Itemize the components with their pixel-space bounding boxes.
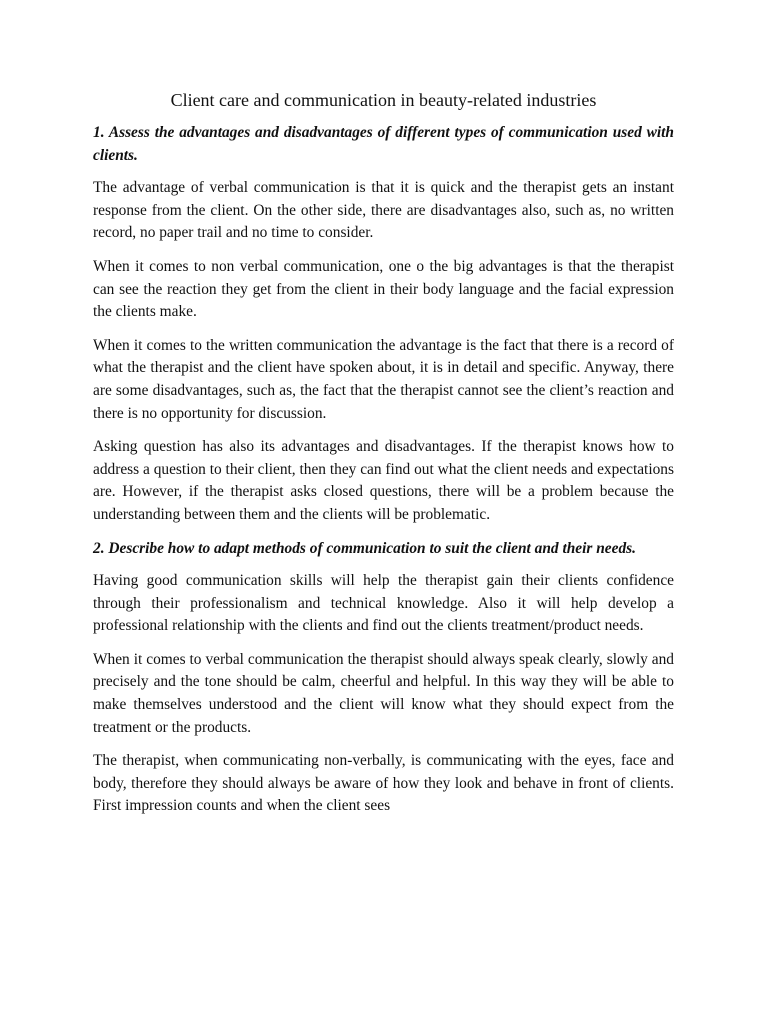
paragraph: When it comes to verbal communication the therapist should always speak clearly, slowly and precisely and the tone should be calm, cheerful and helpful. In this way they will be able to make themselves understood and the client will know what they should expect from the treatment or the products. bbox=[93, 650, 674, 736]
paragraph: Having good communication skills will help the therapist gain their clients confidence through their professionalism and technical knowledge. Also it will help develop a professional relationship with the clients and find out the clients treatment/product needs. bbox=[93, 572, 674, 635]
paragraph: Asking question has also its advantages and disadvantages. If the therapist knows how to address a question to their client, then they can find out what the client needs and expectations are. However, if the therapist asks closed questions, there will be a problem because the understanding between them and the clients will be problematic. bbox=[93, 438, 674, 523]
section-question: 2. Describe how to adapt methods of communication to suit the client and their needs. bbox=[93, 539, 636, 557]
section-question: 1. Assess the advantages and disadvantages of different types of communication used with clients. bbox=[93, 124, 674, 164]
paragraph: The advantage of verbal communication is that it is quick and the therapist gets an instant response from the client. On the other side, there are disadvantages also, such as, no written record, no paper trail and no time to consider. bbox=[93, 179, 674, 242]
paragraph: The therapist, when communicating non-verbally, is communicating with the eyes, face and body, therefore they should always be aware of how they look and behave in front of clients. First impression counts and when the client sees bbox=[93, 752, 674, 815]
paragraph: When it comes to non verbal communication, one o the big advantages is that the therapist can see the reaction they get from the client in their body language and the facial expression the clients make. bbox=[93, 257, 674, 321]
section-1 bbox=[93, 122, 674, 527]
paragraph: When it comes to the written communication the advantage is the fact that there is a record of what the therapist and the client have spoken about, it is in detail and specific. Anyway, there are some disadvantages, such as, the fact that the therapist cannot see the client’s reaction and there is no opportunity for discussion. bbox=[93, 336, 674, 422]
section-2 bbox=[93, 538, 674, 819]
document-title: Client care and communication in beauty-related industries bbox=[170, 90, 597, 110]
document-page bbox=[93, 88, 674, 829]
